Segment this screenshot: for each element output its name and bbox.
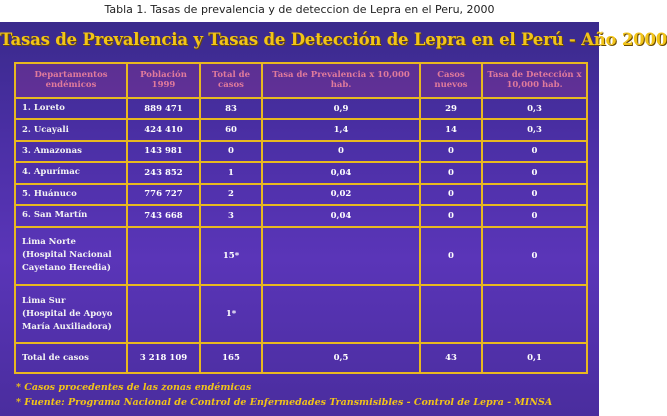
cell-total: 3 <box>200 205 262 226</box>
lima-sur-name: Lima Sur <box>22 295 66 306</box>
cell-poblacion: 243 852 <box>127 162 200 183</box>
table-row <box>15 184 587 205</box>
header-prevalencia: Tasa de Prevalencia x 10,000 hab. <box>262 63 420 98</box>
table-caption: Tabla 1. Tasas de prevalencia y de deteccion de Lepra en el Peru, 2000 <box>104 3 495 16</box>
cell-dept <box>15 285 127 343</box>
cell-dept: 4. Apurímac <box>15 162 127 183</box>
cell-nuevos: 0 <box>420 227 482 285</box>
cell-prevalencia: 0,9 <box>262 98 420 119</box>
table-row <box>15 119 587 140</box>
table-row <box>15 162 587 183</box>
cell-deteccion: 0,3 <box>482 98 587 119</box>
cell-total: 60 <box>200 119 262 140</box>
cell-nuevos: 29 <box>420 98 482 119</box>
cell-prevalencia <box>262 227 420 285</box>
cell-total: 83 <box>200 98 262 119</box>
table-row <box>15 141 587 162</box>
cell-deteccion: 0,3 <box>482 119 587 140</box>
cell-nuevos: 0 <box>420 205 482 226</box>
cell-nuevos: 0 <box>420 141 482 162</box>
cell-poblacion: 889 471 <box>127 98 200 119</box>
footnote-source: * Fuente: Programa Nacional de Control de Enfermedades Transmisibles - Control de Lepra - MINSA <box>16 397 553 408</box>
cell-poblacion: 424 410 <box>127 119 200 140</box>
cell-deteccion: 0 <box>482 162 587 183</box>
cell-nuevos <box>420 285 482 343</box>
cell-dept <box>15 227 127 285</box>
cell-dept: 1. Loreto <box>15 98 127 119</box>
cell-deteccion: 0 <box>482 184 587 205</box>
cell-nuevos: 14 <box>420 119 482 140</box>
slide-title: Tasas de Prevalencia y Tasas de Detección de Lepra en el Perú - Año 2000 <box>0 30 667 49</box>
cell-total: 1* <box>200 285 262 343</box>
cell-total: 15* <box>200 227 262 285</box>
cell-dept: Total de casos <box>15 343 127 373</box>
header-poblacion: Población 1999 <box>127 63 200 98</box>
lima-norte-detail: (Hospital Nacional Cayetano Heredia) <box>22 250 112 274</box>
cell-total: 0 <box>200 141 262 162</box>
footnote-endemic: * Casos procedentes de las zonas endémicas <box>16 382 252 393</box>
leprosy-data-table <box>14 62 588 374</box>
cell-dept: 2. Ucayali <box>15 119 127 140</box>
cell-poblacion: 776 727 <box>127 184 200 205</box>
table-row-lima-sur <box>15 285 587 343</box>
header-deteccion: Tasa de Detección x 10,000 hab. <box>482 63 587 98</box>
cell-nuevos: 0 <box>420 162 482 183</box>
cell-deteccion <box>482 285 587 343</box>
cell-deteccion: 0 <box>482 141 587 162</box>
cell-prevalencia: 0,04 <box>262 162 420 183</box>
lima-sur-detail: (Hospital de Apoyo María Auxiliadora) <box>22 308 113 332</box>
cell-dept: 5. Huánuco <box>15 184 127 205</box>
cell-total: 1 <box>200 162 262 183</box>
cell-dept: 3. Amazonas <box>15 141 127 162</box>
table-row <box>15 98 587 119</box>
table-row-lima-norte <box>15 227 587 285</box>
cell-total: 165 <box>200 343 262 373</box>
cell-poblacion <box>127 285 200 343</box>
slide-image <box>0 22 667 416</box>
cell-prevalencia <box>262 285 420 343</box>
cell-prevalencia: 0,04 <box>262 205 420 226</box>
cell-nuevos: 43 <box>420 343 482 373</box>
cell-deteccion: 0,1 <box>482 343 587 373</box>
cell-total: 2 <box>200 184 262 205</box>
footnotes <box>16 380 596 410</box>
cell-deteccion: 0 <box>482 227 587 285</box>
header-dept: Departamentos endémicos <box>15 63 127 98</box>
cell-prevalencia: 0,02 <box>262 184 420 205</box>
table-row <box>15 205 587 226</box>
cell-deteccion: 0 <box>482 205 587 226</box>
cell-poblacion: 143 981 <box>127 141 200 162</box>
lima-norte-name: Lima Norte <box>22 237 76 248</box>
cell-prevalencia: 1,4 <box>262 119 420 140</box>
table-row-total <box>15 343 587 373</box>
cell-prevalencia: 0,5 <box>262 343 420 373</box>
header-row <box>15 63 587 98</box>
cell-poblacion: 3 218 109 <box>127 343 200 373</box>
header-total: Total de casos <box>200 63 262 98</box>
header-nuevos: Casos nuevos <box>420 63 482 98</box>
cell-poblacion: 743 668 <box>127 205 200 226</box>
cell-poblacion <box>127 227 200 285</box>
cell-nuevos: 0 <box>420 184 482 205</box>
cell-dept: 6. San Martín <box>15 205 127 226</box>
cell-prevalencia: 0 <box>262 141 420 162</box>
